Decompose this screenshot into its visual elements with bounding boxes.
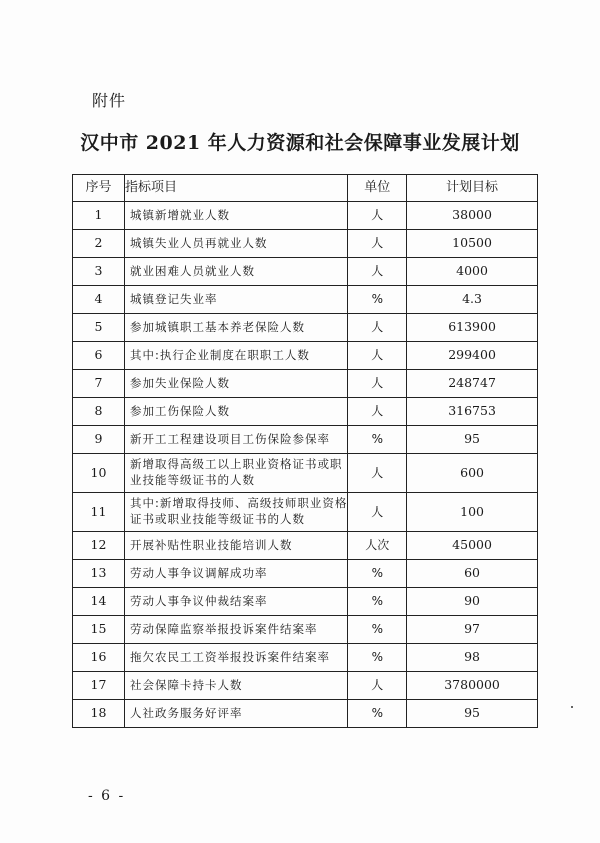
table-row [73, 370, 538, 398]
cell-name: 开展补贴性职业技能培训人数 [124, 532, 347, 560]
cell-no: 6 [73, 342, 125, 370]
table-row [73, 230, 538, 258]
cell-name: 其中:执行企业制度在职职工人数 [124, 342, 347, 370]
cell-name: 拖欠农民工工资举报投诉案件结案率 [124, 644, 347, 672]
cell-unit: 人 [348, 398, 407, 426]
table-row [73, 644, 538, 672]
header-name: 指标项目 [124, 175, 347, 202]
table-row [73, 700, 538, 728]
cell-unit: 人 [348, 672, 407, 700]
cell-target: 95 [407, 700, 538, 728]
cell-name: 社会保障卡持卡人数 [124, 672, 347, 700]
cell-unit: % [348, 588, 407, 616]
cell-target: 4.3 [407, 286, 538, 314]
cell-unit: 人 [348, 258, 407, 286]
cell-target: 600 [407, 454, 538, 493]
cell-name: 城镇登记失业率 [124, 286, 347, 314]
page-title: 汉中市 2021 年人力资源和社会保障事业发展计划 [80, 132, 520, 154]
cell-name: 新增取得高级工以上职业资格证书或职业技能等级证书的人数 [124, 454, 347, 493]
cell-target: 613900 [407, 314, 538, 342]
cell-target: 4000 [407, 258, 538, 286]
header-no: 序号 [73, 175, 125, 202]
cell-no: 12 [73, 532, 125, 560]
cell-target: 98 [407, 644, 538, 672]
scan-speck [571, 706, 573, 708]
cell-name: 就业困难人员就业人数 [124, 258, 347, 286]
cell-no: 3 [73, 258, 125, 286]
cell-no: 4 [73, 286, 125, 314]
cell-unit: % [348, 560, 407, 588]
cell-name: 城镇失业人员再就业人数 [124, 230, 347, 258]
plan-table [72, 174, 538, 728]
cell-target: 60 [407, 560, 538, 588]
table-row [73, 426, 538, 454]
table-row [73, 258, 538, 286]
cell-unit: % [348, 286, 407, 314]
table-row [73, 616, 538, 644]
page-number: - 6 - [88, 788, 126, 804]
cell-no: 10 [73, 454, 125, 493]
cell-unit: % [348, 644, 407, 672]
cell-name: 参加失业保险人数 [124, 370, 347, 398]
cell-no: 13 [73, 560, 125, 588]
cell-target: 45000 [407, 532, 538, 560]
cell-unit: 人 [348, 454, 407, 493]
cell-name: 其中:新增取得技师、高级技师职业资格证书或职业技能等级证书的人数 [124, 493, 347, 532]
cell-unit: 人 [348, 230, 407, 258]
table-row [73, 342, 538, 370]
cell-no: 17 [73, 672, 125, 700]
cell-name: 劳动人事争议调解成功率 [124, 560, 347, 588]
cell-unit: % [348, 616, 407, 644]
cell-target: 100 [407, 493, 538, 532]
cell-target: 95 [407, 426, 538, 454]
table-row [73, 532, 538, 560]
cell-name: 参加工伤保险人数 [124, 398, 347, 426]
table-row [73, 314, 538, 342]
cell-target: 3780000 [407, 672, 538, 700]
header-unit: 单位 [348, 175, 407, 202]
cell-no: 7 [73, 370, 125, 398]
cell-no: 2 [73, 230, 125, 258]
cell-no: 1 [73, 202, 125, 230]
cell-name: 参加城镇职工基本养老保险人数 [124, 314, 347, 342]
table-row [73, 588, 538, 616]
cell-no: 16 [73, 644, 125, 672]
table-row [73, 454, 538, 493]
cell-name: 劳动保障监察举报投诉案件结案率 [124, 616, 347, 644]
table-header-row [73, 175, 538, 202]
cell-target: 90 [407, 588, 538, 616]
cell-unit: 人次 [348, 532, 407, 560]
cell-name: 新开工工程建设项目工伤保险参保率 [124, 426, 347, 454]
cell-name: 城镇新增就业人数 [124, 202, 347, 230]
cell-unit: 人 [348, 202, 407, 230]
table-row [73, 560, 538, 588]
cell-no: 15 [73, 616, 125, 644]
attachment-label: 附件 [92, 91, 127, 110]
cell-no: 5 [73, 314, 125, 342]
table-row [73, 493, 538, 532]
table-row [73, 398, 538, 426]
cell-target: 10500 [407, 230, 538, 258]
table-body [73, 202, 538, 728]
cell-target: 316753 [407, 398, 538, 426]
header-target: 计划目标 [407, 175, 538, 202]
cell-unit: 人 [348, 370, 407, 398]
table-row [73, 286, 538, 314]
cell-unit: 人 [348, 314, 407, 342]
table-row [73, 672, 538, 700]
cell-no: 18 [73, 700, 125, 728]
cell-unit: 人 [348, 493, 407, 532]
cell-no: 11 [73, 493, 125, 532]
cell-no: 14 [73, 588, 125, 616]
cell-unit: % [348, 700, 407, 728]
cell-unit: 人 [348, 342, 407, 370]
cell-target: 38000 [407, 202, 538, 230]
cell-target: 248747 [407, 370, 538, 398]
cell-target: 97 [407, 616, 538, 644]
cell-target: 299400 [407, 342, 538, 370]
cell-no: 8 [73, 398, 125, 426]
cell-unit: % [348, 426, 407, 454]
cell-name: 人社政务服务好评率 [124, 700, 347, 728]
cell-name: 劳动人事争议仲裁结案率 [124, 588, 347, 616]
cell-no: 9 [73, 426, 125, 454]
table-row [73, 202, 538, 230]
